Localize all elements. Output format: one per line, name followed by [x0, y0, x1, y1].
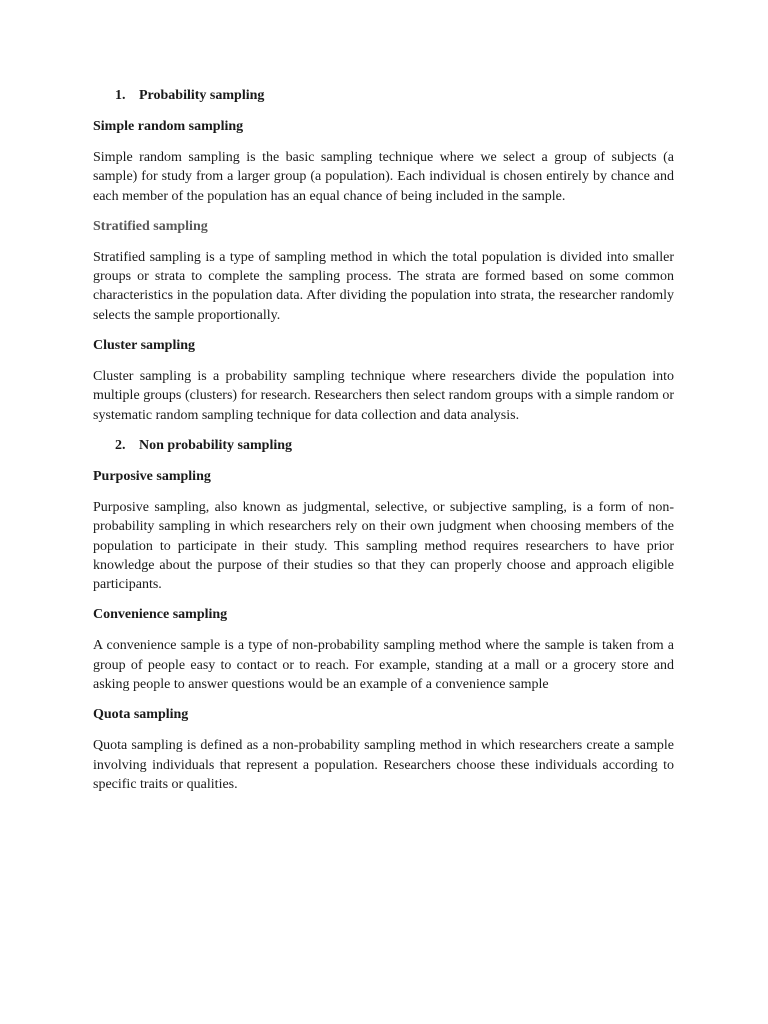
section-number: 2. — [115, 437, 126, 453]
section-heading-non-probability-sampling — [93, 436, 674, 456]
section-heading-probability-sampling — [93, 86, 674, 106]
paragraph-simple-random: Simple random sampling is the basic sampling technique where we select a group of subjects (a sample) for study from a larger group (a population). Each individual is chosen entirely by chance and each member of the population has an equal chance of being included in the sample. — [93, 150, 674, 204]
paragraph-purposive: Purposive sampling, also known as judgmental, selective, or subjective sampling, is a form of non-probability sampling in which researchers rely on their own judgment when choosing members of the population to participate in their study. This sampling method requires researchers to have prior knowledge about the purpose of their studies so that they can properly choose and approach eligible participants. — [93, 499, 674, 593]
subsection-heading-convenience: Convenience sampling — [93, 607, 228, 623]
subsection-heading-purposive: Purposive sampling — [93, 468, 211, 484]
paragraph-cluster: Cluster sampling is a probability sampling technique where researchers divide the population into multiple groups (clusters) for research. Researchers then select random groups with a simple random or systematic random sampling technique for data collection and data analysis. — [93, 369, 674, 423]
paragraph-quota: Quota sampling is defined as a non-probability sampling method in which researchers create a sample involving individuals that represent a population. Researchers choose these individuals according to specific traits or qualities. — [93, 738, 674, 792]
subsection-heading-cluster: Cluster sampling — [93, 338, 196, 354]
paragraph-stratified: Stratified sampling is a type of sampling method in which the total population is divided into smaller groups or strata to complete the sampling process. The strata are formed based on some common characteristics in the population data. After dividing the population into strata, the researcher randomly selects the sample proportionally. — [93, 249, 674, 323]
subsection-heading-quota: Quota sampling — [93, 707, 189, 723]
section-title: Non probability sampling — [139, 437, 293, 453]
subsection-heading-simple-random: Simple random sampling — [93, 119, 244, 134]
section-number: 1. — [115, 88, 126, 103]
section-title: Probability sampling — [139, 88, 265, 103]
paragraph-convenience: A convenience sample is a type of non-probability sampling method where the sample is taken from a group of people easy to contact or to reach. For example, standing at a mall or a grocery store and asking people to answer questions would be an example of a convenience sample — [93, 638, 674, 693]
subsection-heading-stratified: Stratified sampling — [93, 218, 208, 234]
